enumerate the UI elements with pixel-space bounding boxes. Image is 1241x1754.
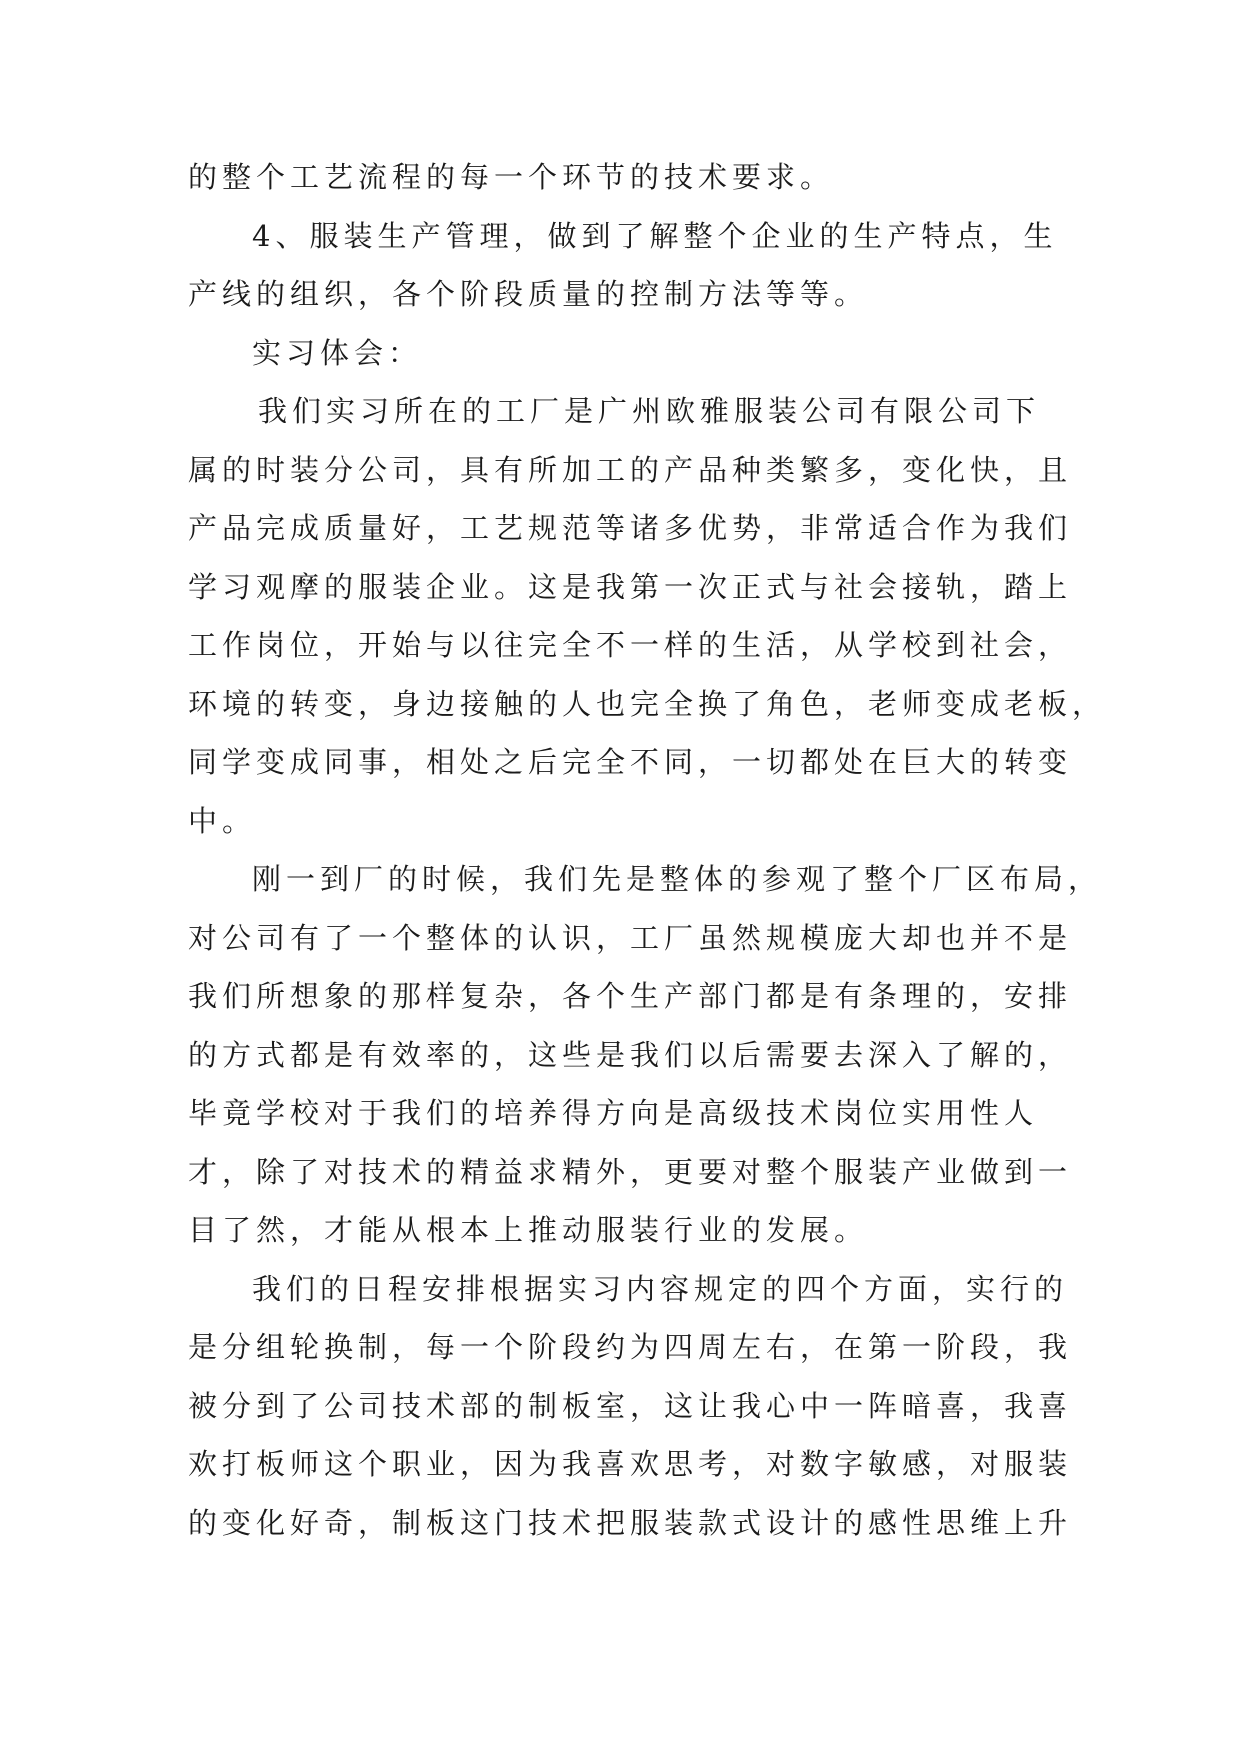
text-line: 产线的组织，各个阶段质量的控制方法等等。 (188, 277, 869, 311)
text-line: 4、服装生产管理，做到了解整个企业的生产特点，生 (252, 218, 1058, 253)
text-line: 属的时装分公司，具有所加工的产品种类繁多，变化快，且 (188, 452, 1073, 487)
text-line: 的整个工艺流程的每一个环节的技术要求。 (188, 160, 835, 194)
text-line: 是分组轮换制，每一个阶段约为四周左右，在第一阶段，我 (188, 1330, 1073, 1364)
text-line: 对公司有了一个整体的认识，工厂虽然规模庞大却也并不是 (188, 920, 1073, 955)
text-line: 学习观摩的服装企业。这是我第一次正式与社会接轨，踏上 (188, 569, 1073, 604)
text-line: 毕竟学校对于我们的培养得方向是高级技术岗位实用性人 (188, 1096, 1039, 1130)
text-line: 被分到了公司技术部的制板室，这让我心中一阵暗喜，我喜 (188, 1388, 1073, 1423)
text-line: 才，除了对技术的精益求精外，更要对整个服装产业做到一 (188, 1154, 1073, 1189)
text-line: 我们所想象的那样复杂，各个生产部门都是有条理的，安排 (188, 979, 1073, 1013)
text-line: 同学变成同事，相处之后完全不同，一切都处在巨大的转变 (188, 745, 1073, 779)
text-line: 我们的日程安排根据实习内容规定的四个方面，实行的 (252, 1271, 1069, 1306)
text-line: 的方式都是有效率的，这些是我们以后需要去深入了解的， (188, 1037, 1073, 1072)
document-body (188, 148, 1107, 1552)
text-line: 中。 (188, 803, 257, 838)
text-line: 的变化好奇，制板这门技术把服装款式设计的感性思维上升 (188, 1505, 1073, 1540)
section-heading: 实习体会： (252, 335, 423, 370)
text-line: 产品完成质量好，工艺规范等诸多优势，非常适合作为我们 (188, 511, 1073, 545)
text-line: 目了然，才能从根本上推动服装行业的发展。 (188, 1213, 869, 1247)
text-line: 工作岗位，开始与以往完全不一样的生活，从学校到社会， (188, 628, 1073, 662)
text-line: 环境的转变，身边接触的人也完全换了角色，老师变成老板， (188, 686, 1107, 721)
text-line: 刚一到厂的时候，我们先是整体的参观了整个厂区布局， (252, 862, 1103, 896)
text-line: 我们实习所在的工厂是广州欧雅服装公司有限公司下 (258, 394, 1041, 428)
text-line: 欢打板师这个职业，因为我喜欢思考，对数字敏感，对服装 (188, 1447, 1073, 1481)
